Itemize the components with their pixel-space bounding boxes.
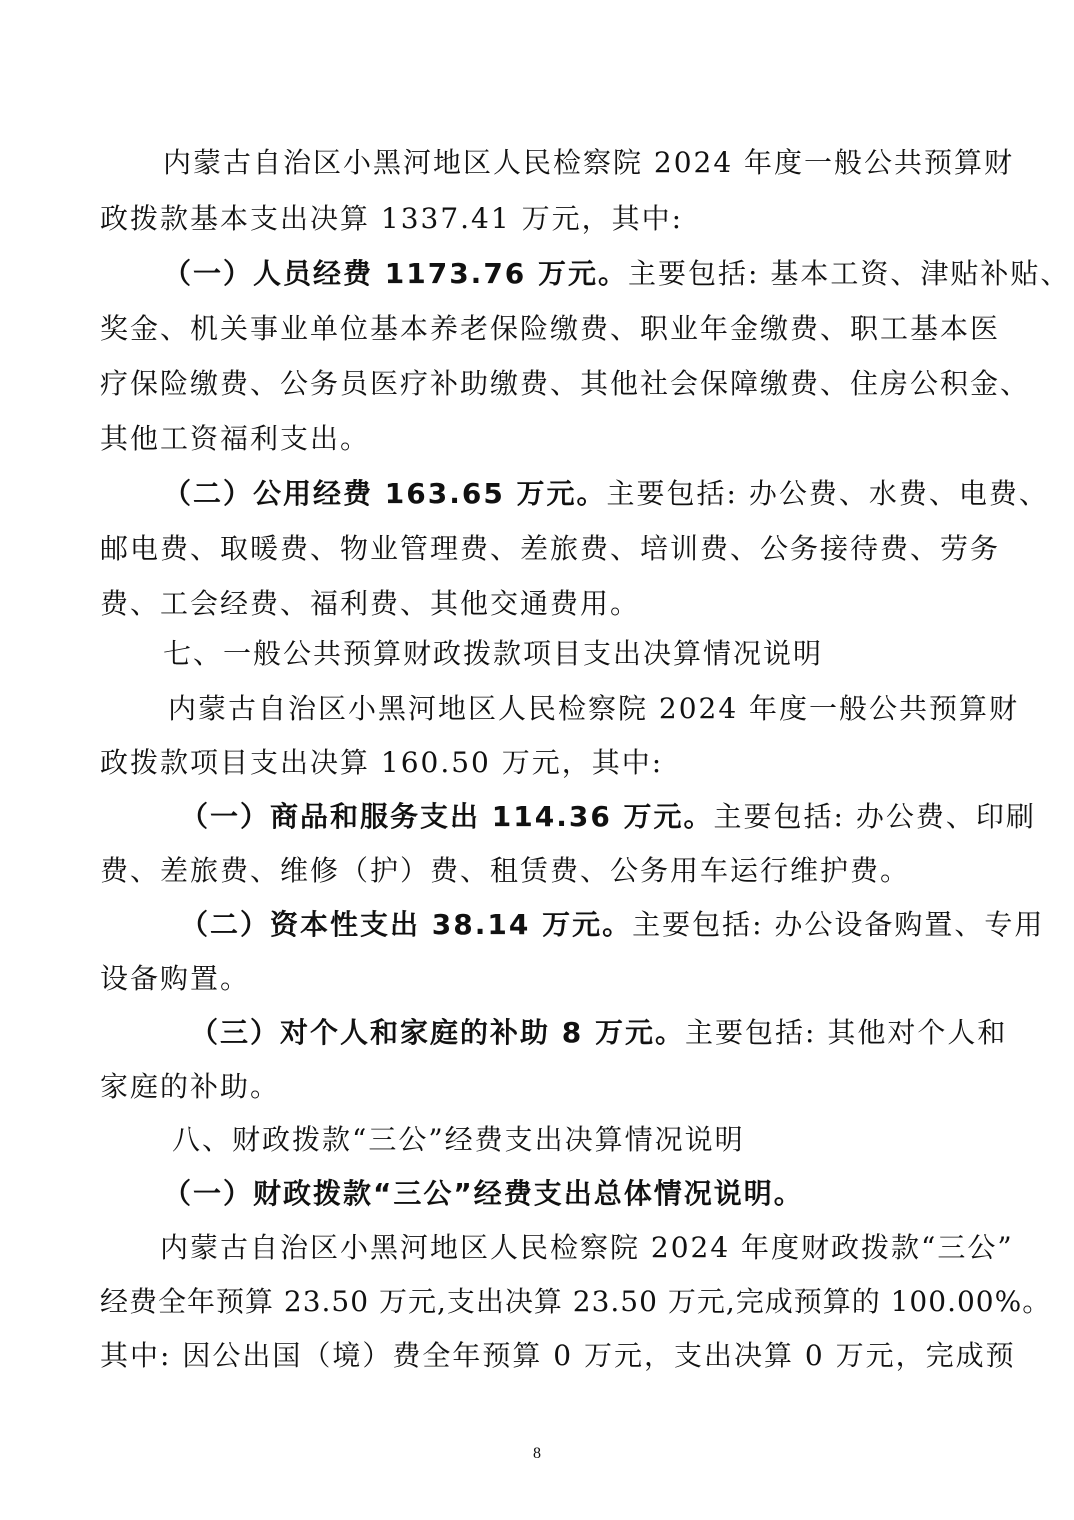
paragraph-line: 内蒙古自治区小黑河地区人民检察院 2024 年度财政拨款“三公”: [160, 1231, 1014, 1264]
paragraph-line: 设备购置。: [100, 962, 251, 995]
paragraph-line: [190, 1013, 1008, 1053]
subsection-heading: （一）财政拨款“三公”经费支出总体情况说明。: [163, 1177, 804, 1210]
paragraph-line: 政拨款基本支出决算 1337.41 万元，其中:: [100, 202, 684, 235]
paragraph-line: [180, 905, 1045, 945]
paragraph-line: [180, 797, 1036, 837]
paragraph-text: 主要包括: 办公费、印刷: [713, 800, 1036, 833]
heading-personnel-expenses: （一）人员经费 1173.76 万元。: [163, 257, 629, 290]
paragraph-line: 经费全年预算 23.50 万元,支出决算 23.50 万元,完成预算的 100.00%。: [100, 1285, 1052, 1318]
section-heading: 七、一般公共预算财政拨款项目支出决算情况说明: [163, 637, 824, 670]
paragraph-line: [163, 254, 1071, 294]
heading-capital-expenses: （二）资本性支出 38.14 万元。: [180, 908, 633, 941]
section-heading: 八、财政拨款“三公”经费支出决算情况说明: [172, 1123, 745, 1156]
paragraph-line: 其中: 因公出国（境）费全年预算 0 万元，支出决算 0 万元，完成预: [100, 1339, 1016, 1372]
paragraph-line: 邮电费、取暖费、物业管理费、差旅费、培训费、公务接待费、劳务: [100, 532, 1001, 565]
heading-goods-services: （一）商品和服务支出 114.36 万元。: [180, 800, 714, 833]
paragraph-line: 家庭的补助。: [100, 1070, 281, 1103]
page-number: 8: [533, 1445, 541, 1462]
paragraph-line: 费、差旅费、维修（护）费、租赁费、公务用车运行维护费。: [100, 854, 911, 887]
paragraph-text: 主要包括: 其他对个人和: [684, 1016, 1008, 1049]
paragraph-line: 内蒙古自治区小黑河地区人民检察院 2024 年度一般公共预算财: [168, 692, 1020, 725]
heading-public-expenses: （二）公用经费 163.65 万元。: [163, 477, 607, 510]
paragraph-line: 费、工会经费、福利费、其他交通费用。: [100, 587, 641, 620]
paragraph-line: 政拨款项目支出决算 160.50 万元，其中:: [100, 746, 664, 779]
paragraph-line: 内蒙古自治区小黑河地区人民检察院 2024 年度一般公共预算财: [163, 146, 1015, 179]
paragraph-text: 主要包括: 办公费、水费、电费、: [606, 477, 1049, 510]
paragraph-text: 主要包括: 基本工资、津贴补贴、: [628, 257, 1071, 290]
paragraph-text: 主要包括: 办公设备购置、专用: [632, 908, 1045, 941]
paragraph-line: 其他工资福利支出。: [100, 422, 371, 455]
paragraph-line: [163, 474, 1049, 514]
heading-household-subsidy: （三）对个人和家庭的补助 8 万元。: [190, 1016, 685, 1049]
paragraph-line: 奖金、机关事业单位基本养老保险缴费、职业年金缴费、职工基本医: [100, 312, 1001, 345]
paragraph-line: 疗保险缴费、公务员医疗补助缴费、其他社会保障缴费、住房公积金、: [100, 367, 1031, 400]
